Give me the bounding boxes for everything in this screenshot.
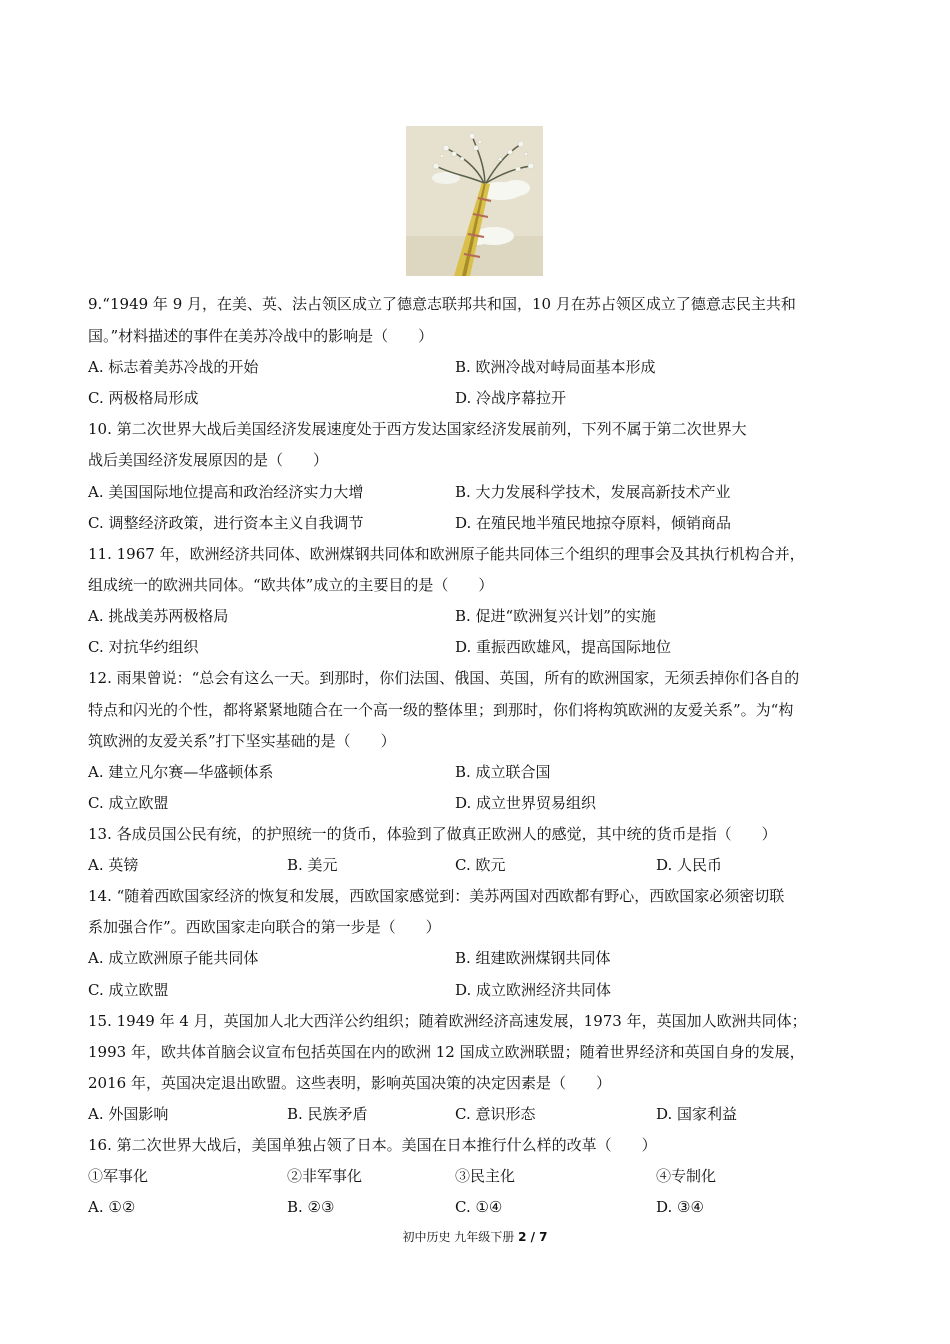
q12-option-d[interactable]: D. 成立世界贸易组织 [455,794,597,812]
q13-option-c[interactable]: C. 欧元 [455,856,506,874]
q16-item-3: ③民主化 [455,1167,516,1185]
q16-item-1: ①军事化 [88,1167,149,1185]
q14-option-c[interactable]: C. 成立欧盟 [88,981,169,999]
q12-text-line-2: 特点和闪光的个性，都将紧紧地随合在一个高一级的整体里；到那时，你们将构筑欧洲的友爱关系”。为“构 [88,701,794,719]
q15-text-line-1: 15. 1949 年 4 月，英国加人北大西洋公约组织；随着欧洲经济高速发展，1973 年，英国加人欧洲共同体； [88,1012,807,1030]
q11-text-line-2: 组成统一的欧洲共同体。“欧共体”成立的主要目的是（ ） [88,576,494,594]
q9-option-a[interactable]: A. 标志着美苏冷战的开始 [88,358,259,376]
q12-text-line-1: 12. 雨果曾说：“总会有这么一天。到那时，你们法国、俄国、英国，所有的欧洲国家，无须丢掉你们各自的 [88,669,800,687]
q11-option-c[interactable]: C. 对抗华约组织 [88,638,199,656]
q16-option-a[interactable]: A. ①② [88,1198,136,1216]
q10-option-c[interactable]: C. 调整经济政策，进行资本主义自我调节 [88,514,364,532]
q13-option-a[interactable]: A. 英镑 [88,856,139,874]
q14-option-b[interactable]: B. 组建欧洲煤钢共同体 [455,949,611,967]
q11-text-line-1: 11. 1967 年，欧洲经济共同体、欧洲煤钢共同体和欧洲原子能共同体三个组织的理事会及其执行机构合并， [88,545,805,563]
q12-text-line-3: 筑欧洲的友爱关系”打下坚实基础的是（ ） [88,732,396,750]
q9-option-b[interactable]: B. 欧洲冷战对峙局面基本形成 [455,358,656,376]
q10-option-a[interactable]: A. 美国国际地位提高和政治经济实力大增 [88,483,364,501]
q14-text-line-1: 14. “随着西欧国家经济的恢复和发展，西欧国家感觉到：美苏两国对西欧都有野心，西欧国家必须密切联 [88,887,785,905]
page-footer [0,1228,950,1245]
q15-option-a[interactable]: A. 外国影响 [88,1105,169,1123]
q9-option-d[interactable]: D. 冷战序幕拉开 [455,389,567,407]
q16-item-4: ④专制化 [656,1167,717,1185]
footer-page-number: 2 / 7 [518,1230,548,1244]
q10-text-line-2: 战后美国经济发展原因的是（ ） [88,451,329,469]
q9-option-c[interactable]: C. 两极格局形成 [88,389,199,407]
q13-option-b[interactable]: B. 美元 [287,856,338,874]
q11-option-b[interactable]: B. 促进“欧洲复兴计划”的实施 [455,607,656,625]
q16-option-b[interactable]: B. ②③ [287,1198,335,1216]
q14-option-d[interactable]: D. 成立欧洲经济共同体 [455,981,612,999]
q10-text-line-1: 10. 第二次世界大战后美国经济发展速度处于西方发达国家经济发展前列，下列不属于第二次世界大 [88,420,747,438]
q13-text-line-1: 13. 各成员国公民有统，的护照统一的货币，体验到了做真正欧洲人的感觉，其中统的货币是指（ ） [88,825,777,843]
q10-option-d[interactable]: D. 在殖民地半殖民地掠夺原料，倾销商品 [455,514,732,532]
q16-option-d[interactable]: D. ③④ [656,1198,704,1216]
q9-text-line-1: 9.“1949 年 9 月，在美、英、法占领区成立了德意志联邦共和国，10 月在苏占领区成立了德意志民主共和 [88,295,796,313]
footer-subject: 初中历史 九年级下册 [402,1230,519,1244]
q14-text-line-2: 系加强合作”。西欧国家走向联合的第一步是（ ） [88,918,441,936]
q11-option-d[interactable]: D. 重振西欧雄风，提高国际地位 [455,638,672,656]
q12-option-c[interactable]: C. 成立欧盟 [88,794,169,812]
q12-option-b[interactable]: B. 成立联合国 [455,763,551,781]
q13-option-d[interactable]: D. 人民币 [656,856,723,874]
q9-text-line-2: 国。”材料描述的事件在美苏冷战中的影响是（ ） [88,327,434,345]
q16-item-2: ②非军事化 [287,1167,363,1185]
q12-option-a[interactable]: A. 建立凡尔赛—华盛顿体系 [88,763,274,781]
bamboo-blossom-illustration [406,126,543,276]
q15-text-line-2: 1993 年，欧共体首脑会议宣布包括英国在内的欧洲 12 国成立欧洲联盟；随着世界经济和英国自身的发展， [88,1043,805,1061]
q15-option-d[interactable]: D. 国家利益 [656,1105,738,1123]
q11-option-a[interactable]: A. 挑战美苏两极格局 [88,607,229,625]
q10-option-b[interactable]: B. 大力发展科学技术，发展高新技术产业 [455,483,731,501]
q14-option-a[interactable]: A. 成立欧洲原子能共同体 [88,949,259,967]
q15-option-b[interactable]: B. 民族矛盾 [287,1105,368,1123]
q15-text-line-3: 2016 年，英国决定退出欧盟。这些表明，影响英国决策的决定因素是（ ） [88,1074,611,1092]
q15-option-c[interactable]: C. 意识形态 [455,1105,536,1123]
q16-option-c[interactable]: C. ①④ [455,1198,503,1216]
q16-text-line-1: 16. 第二次世界大战后，美国单独占领了日本。美国在日本推行什么样的改革（ ） [88,1136,657,1154]
